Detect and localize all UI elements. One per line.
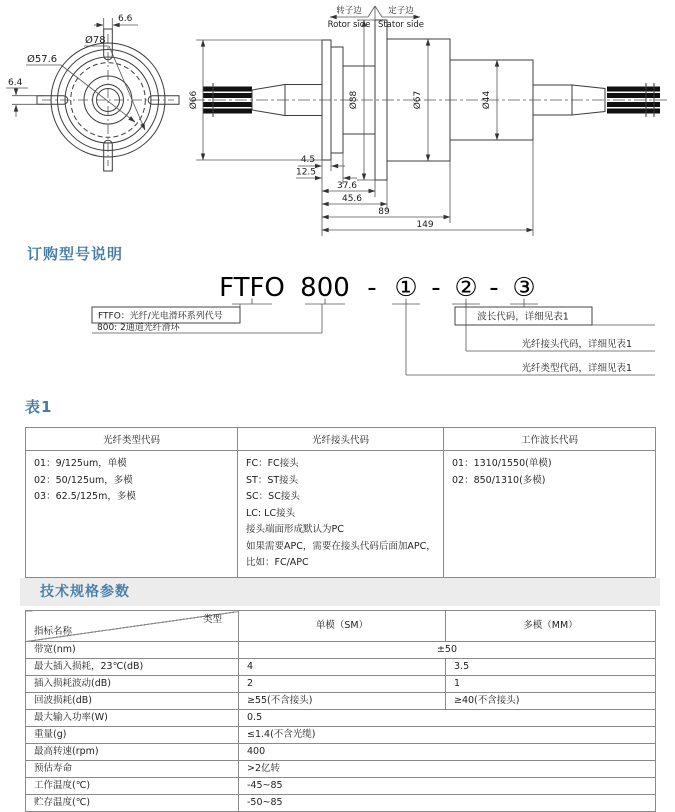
spec-row: 工作温度(℃) -45~85	[26, 778, 656, 795]
desc-800: 800: 2通道光纤滑环	[97, 323, 180, 333]
rotor-side-cn: 转子边	[336, 6, 362, 16]
dim-12-5: 12.5	[295, 167, 317, 178]
connector-label: 光纤接头代码，详细见表1	[521, 339, 632, 350]
name-label: 指标名称	[34, 626, 73, 637]
col-multi-mode: 多模（MM）	[446, 611, 656, 642]
stator-side-en: Stator side	[377, 20, 425, 30]
spec-row: 带宽(nm) ±50	[26, 642, 656, 659]
svg-text:-: -	[431, 273, 441, 303]
table1	[25, 427, 656, 578]
spec-row: 贮存温度(℃) -50~85	[26, 795, 656, 812]
specs-heading: 技术规格参数	[40, 584, 130, 600]
ordering-heading: 订购型号说明	[27, 245, 124, 263]
dim-dia-67: Ø67	[413, 90, 423, 110]
dim-slot-width-left	[6, 78, 44, 117]
col-fiber-type: 光纤类型代码	[26, 428, 238, 451]
spec-row: 回波损耗(dB) ≥55(不含接头) ≥40(不含接头)	[26, 693, 656, 710]
rotor-side-en: Rotor side	[327, 20, 371, 30]
model-number-diagram	[0, 268, 675, 380]
dim-4-5: 4.5	[300, 155, 316, 165]
fiber-type-cell: 01：9/125um，单模 02：50/125um，多模 03：62.5/125m，多模	[26, 451, 238, 578]
svg-text:6.6: 6.6	[118, 14, 133, 24]
table1-body-row	[26, 451, 656, 578]
specs-table	[25, 610, 656, 812]
model-series: FTFO	[219, 273, 285, 303]
model-800: 800	[300, 273, 350, 303]
spec-row: 最高转速(rpm) 400	[26, 744, 656, 761]
dim-45-6: 45.6	[341, 194, 363, 204]
ftfo-desc: FTFO：光纤/光电滑环系列代号	[98, 311, 223, 322]
col-connector: 光纤接头代码	[238, 428, 444, 451]
specs-diagonal-header	[26, 611, 239, 642]
type-label: 类型	[202, 614, 222, 625]
spec-row: 最大插入损耗，23℃(dB) 4 3.5	[26, 659, 656, 676]
dim-89: 89	[378, 207, 390, 217]
specs-heading-bar	[20, 578, 660, 606]
svg-text:Ø57.6: Ø57.6	[27, 54, 58, 65]
col-single-mode: 单模（SM）	[239, 611, 446, 642]
svg-text:Ø78: Ø78	[85, 35, 106, 46]
rotor-stator-marker	[328, 5, 424, 52]
table1-header-row	[26, 428, 656, 451]
spec-row: 插入损耗波动(dB) 2 1	[26, 676, 656, 693]
col-wavelength: 工作波长代码	[444, 428, 656, 451]
dim-dia-88: Ø88	[349, 90, 359, 110]
dim-slot-width-top	[94, 14, 138, 29]
specs-header-row	[26, 611, 656, 642]
slip-ring-body	[193, 20, 668, 180]
side-view	[188, 5, 668, 236]
fiber-type-label: 光纤类型代码，详细见表1	[521, 363, 632, 374]
spec-row: 预估寿命 >2亿转	[26, 761, 656, 778]
model-code-1: ①	[394, 273, 418, 303]
dim-dia-78	[84, 34, 145, 130]
wavelength-label: 波长代码，详细见表1	[477, 311, 569, 323]
dim-37-6: 37.6	[336, 181, 358, 191]
length-dimensions	[296, 140, 533, 236]
model-code-3: ③	[512, 273, 536, 303]
connector-cell: FC：FC接头 ST：ST接头 SC：SC接头 LC: LC接头 接头端面形成默认为PC 如果需要APC，需要在接头代码后面加APC， 比如：FC/APC	[238, 451, 444, 578]
dim-dia-66: Ø66	[189, 90, 199, 110]
wavelength-cell: 01：1310/1550(单模) 02：850/1310(多模)	[444, 451, 656, 578]
svg-text:-: -	[489, 273, 499, 303]
model-number	[219, 273, 536, 303]
spec-row: 最大输入功率(W) 0.5	[26, 710, 656, 727]
svg-text:-: -	[367, 273, 377, 303]
spec-row: 重量(g) ≤1.4(不含光缆)	[26, 727, 656, 744]
dim-dia-44: Ø44	[482, 90, 492, 110]
dim-149: 149	[416, 220, 434, 230]
table1-heading: 表1	[25, 398, 53, 416]
stator-side-cn: 定子边	[388, 6, 414, 16]
technical-drawing	[0, 0, 675, 248]
front-view	[6, 14, 179, 171]
svg-text:6.4: 6.4	[8, 78, 23, 88]
model-code-2: ②	[454, 273, 478, 303]
